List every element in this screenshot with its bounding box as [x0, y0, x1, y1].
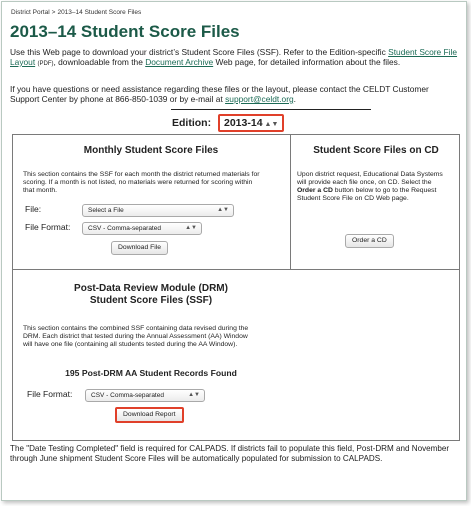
support-email-link[interactable]: support@celdt.org — [225, 94, 294, 104]
cd-description-bold: Order a CD — [297, 187, 333, 194]
page-title: 2013–14 Student Score Files — [10, 22, 240, 41]
student-score-file-layout-link[interactable]: Student Score File Layout — [10, 47, 458, 67]
download-file-button[interactable]: Download File — [111, 241, 168, 255]
file-label: File: — [25, 204, 42, 214]
up-down-chevron-icon: ▲▼ — [264, 121, 279, 128]
drm-records-found: 195 Post-DRM AA Student Records Found — [65, 368, 237, 378]
contact-text: If you have questions or need assistance regarding these files or the layout, please contact the CELDT Customer Support Center by phone at 866-850-1039 or by e-mail at — [10, 84, 429, 104]
intro-text-3: Web page, for detailed information about the files. — [213, 57, 401, 67]
divider-line — [171, 109, 371, 110]
breadcrumb — [11, 9, 141, 16]
file-format-select[interactable] — [82, 222, 202, 235]
edition-row — [172, 114, 284, 132]
drm-file-format-label: File Format: — [27, 389, 73, 399]
drm-title-line2: Student Score Files (SSF) — [89, 295, 213, 306]
contact-paragraph — [10, 84, 460, 104]
cd-section — [297, 145, 455, 244]
file-format-label: File Format: — [25, 222, 71, 232]
edition-label: Edition: — [172, 117, 212, 129]
drm-file-format-value: CSV - Comma-separated — [91, 392, 164, 399]
edition-select[interactable] — [218, 114, 284, 132]
intro-text: Use this Web page to download your district’s Student Score Files (SSF). Refer to the Edition-specific — [10, 47, 389, 57]
grid-horizontal-divider — [13, 269, 459, 270]
drm-section-title — [23, 283, 279, 307]
file-format-value: CSV - Comma-separated — [88, 225, 161, 232]
calpads-note: The "Date Testing Completed" field is required for CALPADS. If districts fail to populate this field, Post-DRM and November through June shipment Student Score Files will be automatically populated for submission to CALPADS. — [10, 444, 450, 463]
drm-title-line1: Post-Data Review Module (DRM) — [74, 283, 228, 294]
cd-section-description — [297, 171, 447, 203]
monthly-section-title: Monthly Student Score Files — [83, 145, 219, 156]
contact-text-end: . — [293, 94, 296, 104]
page-frame — [1, 1, 467, 501]
breadcrumb-home-link[interactable]: District Portal — [11, 9, 50, 16]
edition-value: 2013-14 — [224, 117, 263, 129]
grid-vertical-divider — [290, 135, 291, 269]
drm-section — [23, 283, 279, 418]
up-down-chevron-icon: ▲▼ — [188, 392, 200, 398]
file-select[interactable] — [82, 204, 234, 217]
order-cd-button[interactable]: Order a CD — [345, 234, 394, 248]
document-archive-link[interactable]: Document Archive — [145, 57, 214, 67]
pdf-label: (PDF) — [37, 61, 54, 67]
cd-section-title: Student Score Files on CD — [313, 145, 439, 156]
intro-paragraph — [10, 47, 460, 69]
download-report-button[interactable]: Download Report — [115, 407, 184, 423]
up-down-chevron-icon: ▲▼ — [217, 207, 229, 213]
monthly-section — [23, 145, 279, 251]
cd-description-text-end: button below to go to the Request Student Score File on CD Web page. — [297, 187, 437, 202]
options-grid — [12, 134, 460, 441]
drm-file-format-select[interactable] — [85, 389, 205, 402]
up-down-chevron-icon: ▲▼ — [185, 225, 197, 231]
monthly-section-description: This section contains the SSF for each month the district returned materials for scoring. If a month is not listed, no materials were returned for scoring within that month. — [23, 171, 260, 194]
cd-description-text: Upon district request, Educational Data Systems will provide each file once, on CD. Select the — [297, 171, 443, 186]
drm-section-description: This section contains the combined SSF containing data revised during the DRM. Each district that tested during the Annual Assessment (AA) Window will have one file (containing all students tested during the AA Window). — [23, 325, 249, 348]
breadcrumb-separator: > — [51, 9, 56, 16]
breadcrumb-current: 2013–14 Student Score Files — [57, 9, 142, 16]
file-select-value: Select a File — [88, 207, 124, 214]
intro-text-2: , downloadable from the — [53, 57, 146, 67]
